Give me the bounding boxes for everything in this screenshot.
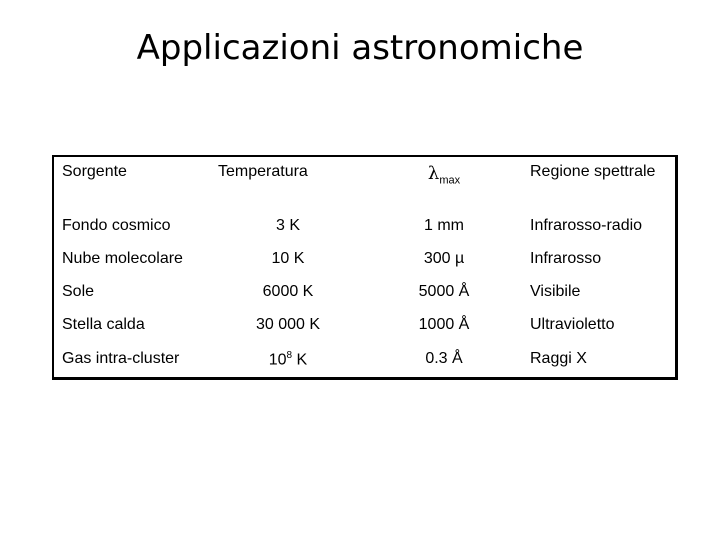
cell-region: Ultravioletto [530,315,615,333]
cell-source: Stella calda [62,315,145,333]
header-temperature: Temperatura [218,163,308,180]
temperature-exponent: 8 [286,349,293,361]
cell-source: Gas intra-cluster [62,350,180,368]
header-lambda-max [366,157,522,209]
lambda-subscript: max [439,174,461,187]
cell-temperature: 10 K [271,249,305,267]
cell-region: Infrarosso-radio [530,216,643,234]
astronomy-table [52,155,678,380]
table-row [54,242,680,275]
cell-temperature [210,341,366,377]
cell-region: Visibile [530,282,581,300]
table-header-row [54,157,680,209]
temperature-base: 10 [268,350,287,368]
header-region: Regione spettrale [530,163,656,180]
cell-temperature: 3 K [275,216,300,234]
cell-lambda: 0.3 Å [425,350,463,368]
page-title: Applicazioni astronomiche [136,28,584,68]
table-row [54,308,680,341]
cell-lambda: 300 µ [423,249,465,267]
cell-lambda: 5000 Å [418,282,470,300]
temperature-unit: K [292,350,308,368]
cell-region: Infrarosso [530,249,602,267]
header-source: Sorgente [62,163,127,180]
table-row [54,209,680,242]
table-row [54,275,680,308]
lambda-symbol: λ [427,163,440,184]
cell-source: Nube molecolare [62,249,183,267]
cell-source: Fondo cosmico [62,216,171,234]
cell-temperature: 6000 K [262,282,314,300]
cell-lambda: 1000 Å [418,315,470,333]
cell-temperature: 30 000 K [255,315,321,333]
table-row [54,341,680,377]
cell-region: Raggi X [530,350,587,368]
cell-lambda: 1 mm [424,216,464,234]
cell-source: Sole [62,282,95,300]
